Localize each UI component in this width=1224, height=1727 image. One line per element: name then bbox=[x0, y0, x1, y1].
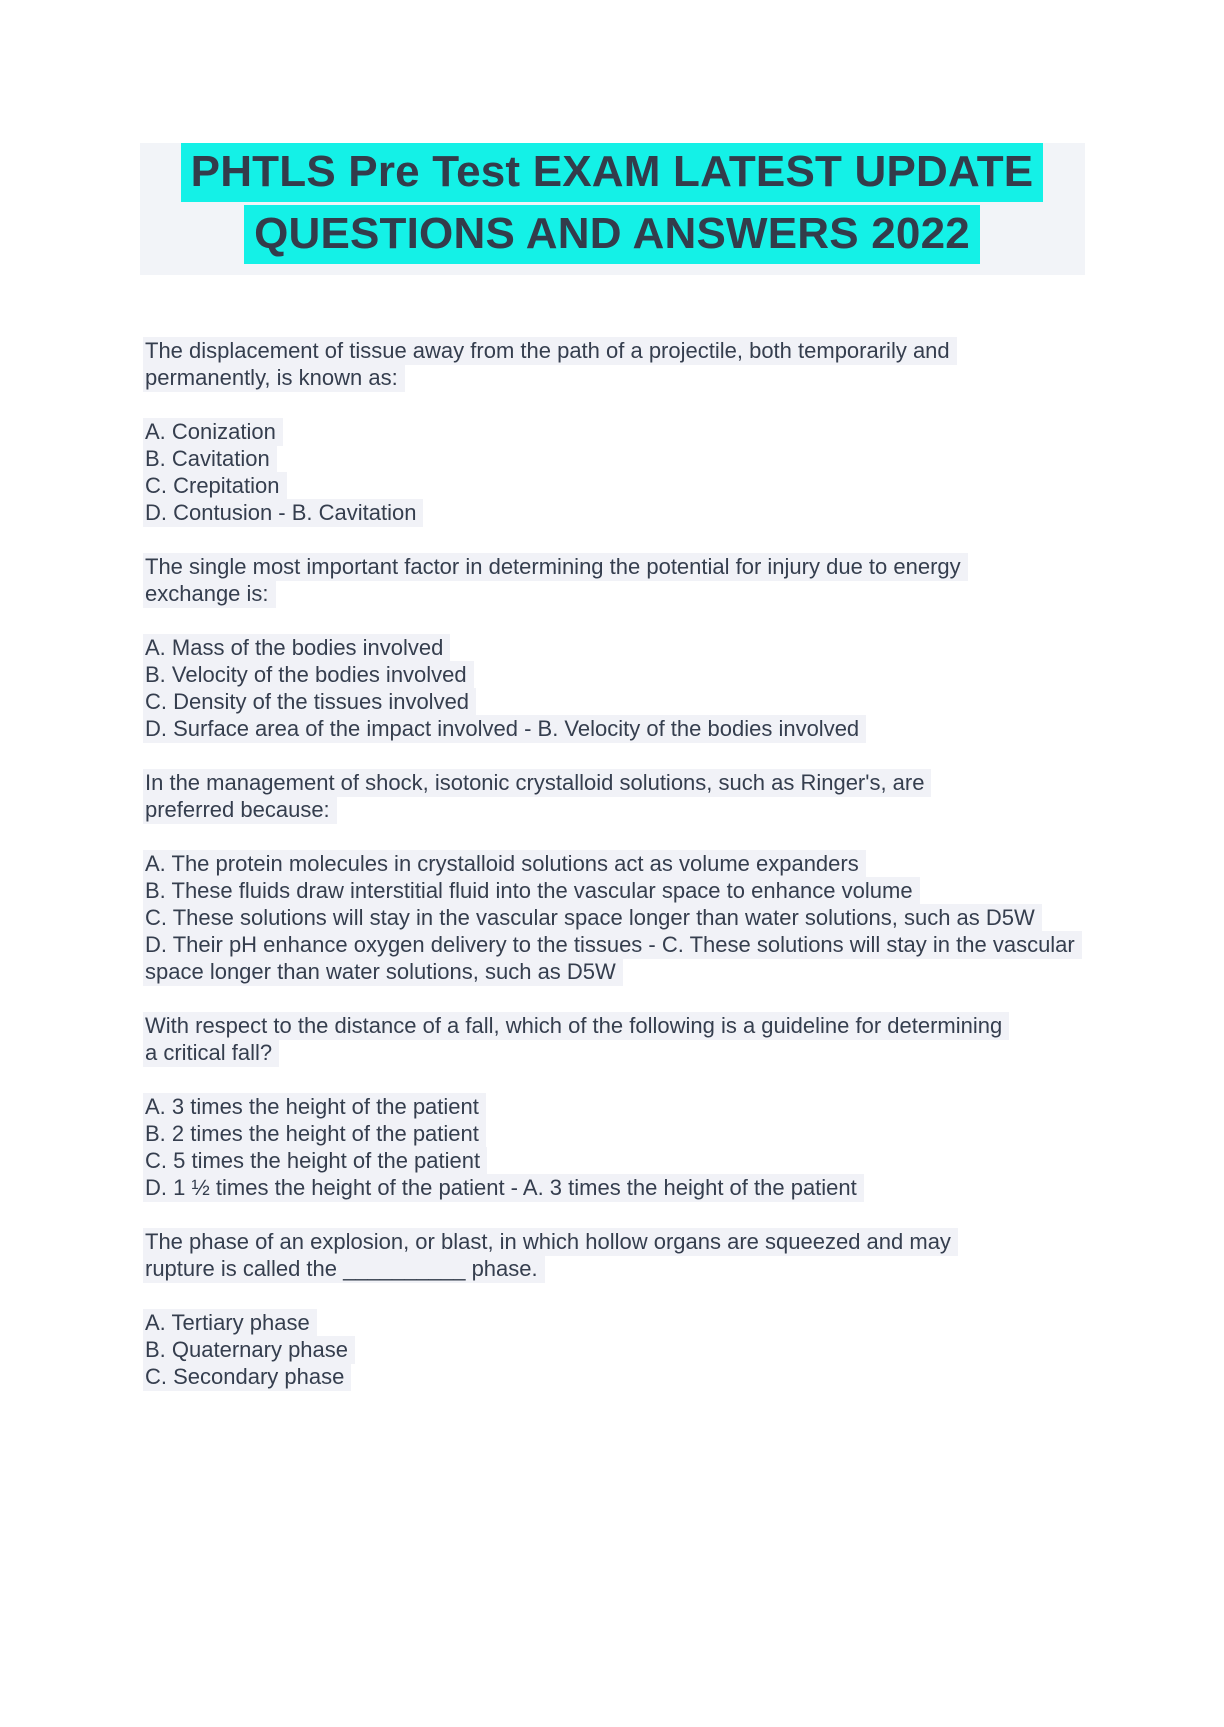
prompt-line: permanently, is known as: bbox=[143, 364, 405, 392]
title-row-1 bbox=[140, 146, 1085, 208]
question-block-5 bbox=[145, 1228, 1085, 1390]
option-text: B. 2 times the height of the patient bbox=[143, 1120, 486, 1148]
option-text: C. 5 times the height of the patient bbox=[143, 1147, 487, 1175]
question-prompt bbox=[145, 1228, 1085, 1282]
option-text: B. Quaternary phase bbox=[143, 1336, 355, 1364]
option-text: D. Their pH enhance oxygen delivery to the tissues - C. These solutions will stay in the vascular space longer than water solutions, such as D5W bbox=[143, 931, 1082, 986]
prompt-line: preferred because: bbox=[143, 796, 337, 824]
prompt-line: a critical fall? bbox=[143, 1039, 279, 1067]
option-row bbox=[145, 418, 1085, 445]
title-row-2 bbox=[140, 208, 1085, 270]
option-text: D. Surface area of the impact involved - B. Velocity of the bodies involved bbox=[143, 715, 866, 743]
prompt-line: The phase of an explosion, or blast, in which hollow organs are squeezed and may bbox=[143, 1228, 958, 1256]
question-prompt bbox=[145, 337, 1085, 391]
option-row bbox=[145, 1120, 1085, 1147]
questions-list bbox=[145, 337, 1085, 1390]
options-list bbox=[145, 1093, 1085, 1201]
prompt-line: exchange is: bbox=[143, 580, 276, 608]
question-prompt bbox=[145, 1012, 1085, 1066]
title-line-2: QUESTIONS AND ANSWERS 2022 bbox=[244, 205, 980, 264]
document-page bbox=[0, 143, 1224, 1727]
option-text: C. Density of the tissues involved bbox=[143, 688, 476, 716]
option-row bbox=[145, 445, 1085, 472]
option-row bbox=[145, 931, 1085, 985]
option-text: C. These solutions will stay in the vascular space longer than water solutions, such as D5W bbox=[143, 904, 1042, 932]
option-row bbox=[145, 715, 1085, 742]
title-line-1: PHTLS Pre Test EXAM LATEST UPDATE bbox=[181, 143, 1044, 202]
option-row bbox=[145, 1309, 1085, 1336]
prompt-line: rupture is called the __________ phase. bbox=[143, 1255, 545, 1283]
option-row bbox=[145, 877, 1085, 904]
option-text: C. Secondary phase bbox=[143, 1363, 351, 1391]
option-row bbox=[145, 688, 1085, 715]
option-text: A. Tertiary phase bbox=[143, 1309, 317, 1337]
option-row bbox=[145, 1336, 1085, 1363]
option-row bbox=[145, 1174, 1085, 1201]
question-prompt bbox=[145, 553, 1085, 607]
question-block-3 bbox=[145, 769, 1085, 985]
option-row bbox=[145, 634, 1085, 661]
option-text: A. 3 times the height of the patient bbox=[143, 1093, 486, 1121]
option-row bbox=[145, 850, 1085, 877]
prompt-line: With respect to the distance of a fall, which of the following is a guideline for determining bbox=[143, 1012, 1009, 1040]
option-text: B. Velocity of the bodies involved bbox=[143, 661, 474, 689]
question-block-2 bbox=[145, 553, 1085, 742]
prompt-line: The single most important factor in determining the potential for injury due to energy bbox=[143, 553, 968, 581]
options-list bbox=[145, 850, 1085, 985]
option-row bbox=[145, 661, 1085, 688]
prompt-line: In the management of shock, isotonic crystalloid solutions, such as Ringer's, are bbox=[143, 769, 931, 797]
option-text: C. Crepitation bbox=[143, 472, 287, 500]
document-title-block bbox=[140, 143, 1085, 275]
options-list bbox=[145, 1309, 1085, 1390]
option-text: D. 1 ½ times the height of the patient - A. 3 times the height of the patient bbox=[143, 1174, 864, 1202]
option-text: B. These fluids draw interstitial fluid into the vascular space to enhance volume bbox=[143, 877, 920, 905]
option-text: A. Conization bbox=[143, 418, 283, 446]
option-row bbox=[145, 472, 1085, 499]
question-prompt bbox=[145, 769, 1085, 823]
option-row bbox=[145, 1147, 1085, 1174]
option-text: A. Mass of the bodies involved bbox=[143, 634, 450, 662]
option-row bbox=[145, 1093, 1085, 1120]
option-text: A. The protein molecules in crystalloid solutions act as volume expanders bbox=[143, 850, 866, 878]
option-row bbox=[145, 1363, 1085, 1390]
option-row bbox=[145, 904, 1085, 931]
option-row bbox=[145, 499, 1085, 526]
prompt-line: The displacement of tissue away from the path of a projectile, both temporarily and bbox=[143, 337, 957, 365]
question-block-4 bbox=[145, 1012, 1085, 1201]
options-list bbox=[145, 634, 1085, 742]
question-block-1 bbox=[145, 337, 1085, 526]
options-list bbox=[145, 418, 1085, 526]
option-text: D. Contusion - B. Cavitation bbox=[143, 499, 423, 527]
option-text: B. Cavitation bbox=[143, 445, 277, 473]
